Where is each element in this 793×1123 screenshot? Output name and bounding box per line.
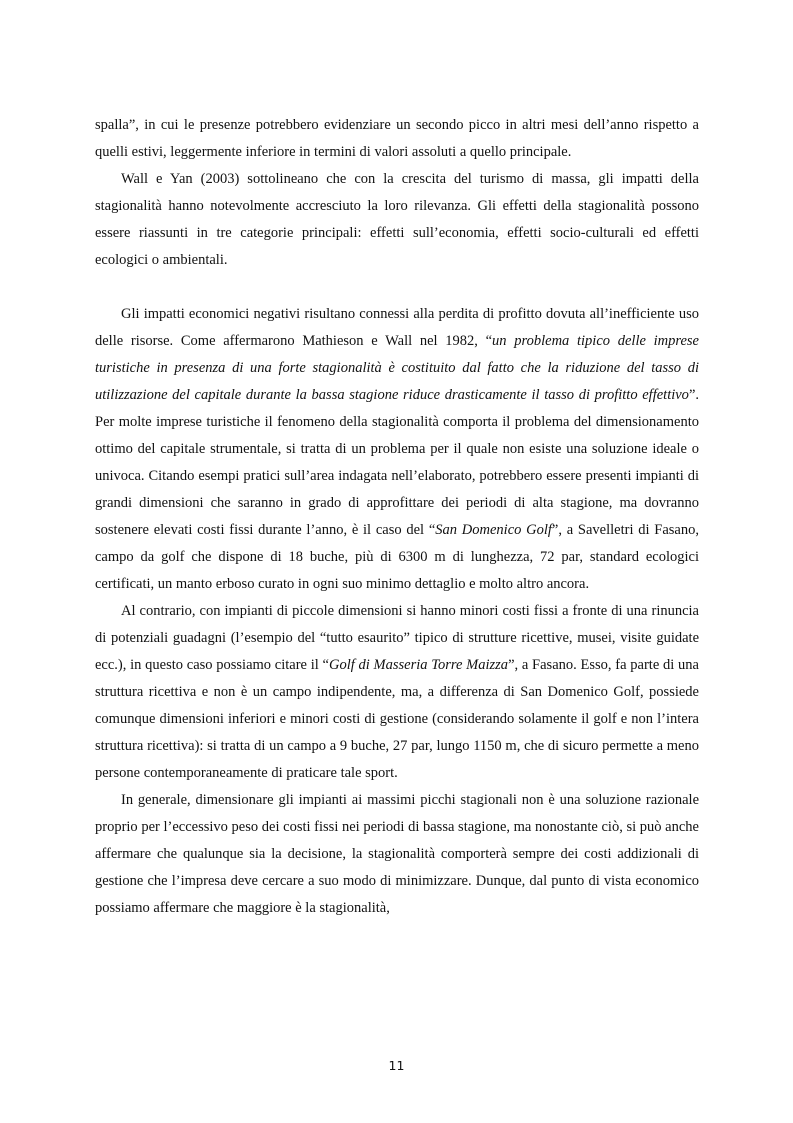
- paragraph-text: ”. Per molte imprese turistiche il fenomeno della stagionalità comporta il problema del dimensionamento ottimo del capitale strumentale, si tratta di un problema per il quale non esiste una soluzione ideale o univoca. Citando esempi pratici sull’area indagata nell’elaborato, potrebbero essere presenti impianti di grandi dimensioni che saranno in grado di approfittare dei periodi di alta stagione, ma dovranno sostenere elevati costi fissi durante l’anno, è il caso del “: [95, 387, 699, 538]
- paragraph-text: Gli impatti economici negativi risultano connessi alla perdita di profitto dovuta all’inefficiente uso delle risorse. Come affermarono Mathieson e Wall nel 1982, “: [95, 306, 699, 349]
- golf-name-torre-maizza: Golf di Masseria Torre Maizza: [328, 657, 509, 673]
- paragraph-wall-yan: Wall e Yan (2003) sottolineano che con la crescita del turismo di massa, gli impatti della stagionalità hanno notevolmente accresciuto la loro rilevanza. Gli effetti della stagionalità possono essere riassunti in tre categorie principali: effetti sull’economia, effetti socio-culturali ed effetti ecologici o ambientali.: [95, 171, 699, 268]
- paragraph-text: ”, a Savelletri di Fasano, campo da golf che dispone di 18 buche, più di 6300 m di lunghezza, 72 par, standard ecologici certificati, un manto erboso curato in ogni suo minimo dettaglio e molto altro ancora.: [95, 522, 699, 592]
- paragraph-text: ”, a Fasano. Esso, fa parte di una struttura ricettiva e non è un campo indipendente, ma, a differenza di San Domenico Golf, possiede comunque dimensioni inferiori e minori costi di gestione (considerando solamente il golf e non l’intera struttura ricettiva): si tratta di un campo a 9 buche, 27 par, lungo 1150 m, che di sicuro permette a meno persone contemporaneamente di praticare tale sport.: [95, 657, 699, 781]
- page-number: 11: [388, 1058, 405, 1073]
- golf-name-san-domenico: San Domenico Golf: [435, 522, 552, 538]
- paragraph-continuation: spalla”, in cui le presenze potrebbero evidenziare un secondo picco in altri mesi dell’anno rispetto a quelli estivi, leggermente inferiore in termini di valori assoluti a quello principale.: [95, 117, 699, 160]
- paragraph-small-facilities: [95, 598, 699, 787]
- quotation-italic: un problema tipico delle imprese turistiche in presenza di una forte stagionalità è costituito dal fatto che la riduzione del tasso di utilizzazione del capitale durante la bassa stagione riduce drasticamente il tasso di profitto effettivo: [95, 333, 699, 403]
- paragraph-conclusion: In generale, dimensionare gli impianti ai massimi picchi stagionali non è una soluzione razionale proprio per l’eccessivo peso dei costi fissi nei periodi di bassa stagione, ma nonostante ciò, si può anche affermare che qualunque sia la decisione, la stagionalità comporterà sempre dei costi addizionali di gestione che l’impresa deve cercare a suo modo di minimizzare. Dunque, dal punto di vista economico possiamo affermare che maggiore è la stagionalità,: [95, 792, 699, 916]
- body-text: [95, 112, 699, 922]
- paragraph-text: Al contrario, con impianti di piccole dimensioni si hanno minori costi fissi a fronte di una rinuncia di potenziali guadagni (l’esempio del “tutto esaurito” tipico di strutture ricettive, musei, visite guidate ecc.), in questo caso possiamo citare il “: [95, 603, 699, 673]
- paragraph-economic-impacts: [95, 301, 699, 598]
